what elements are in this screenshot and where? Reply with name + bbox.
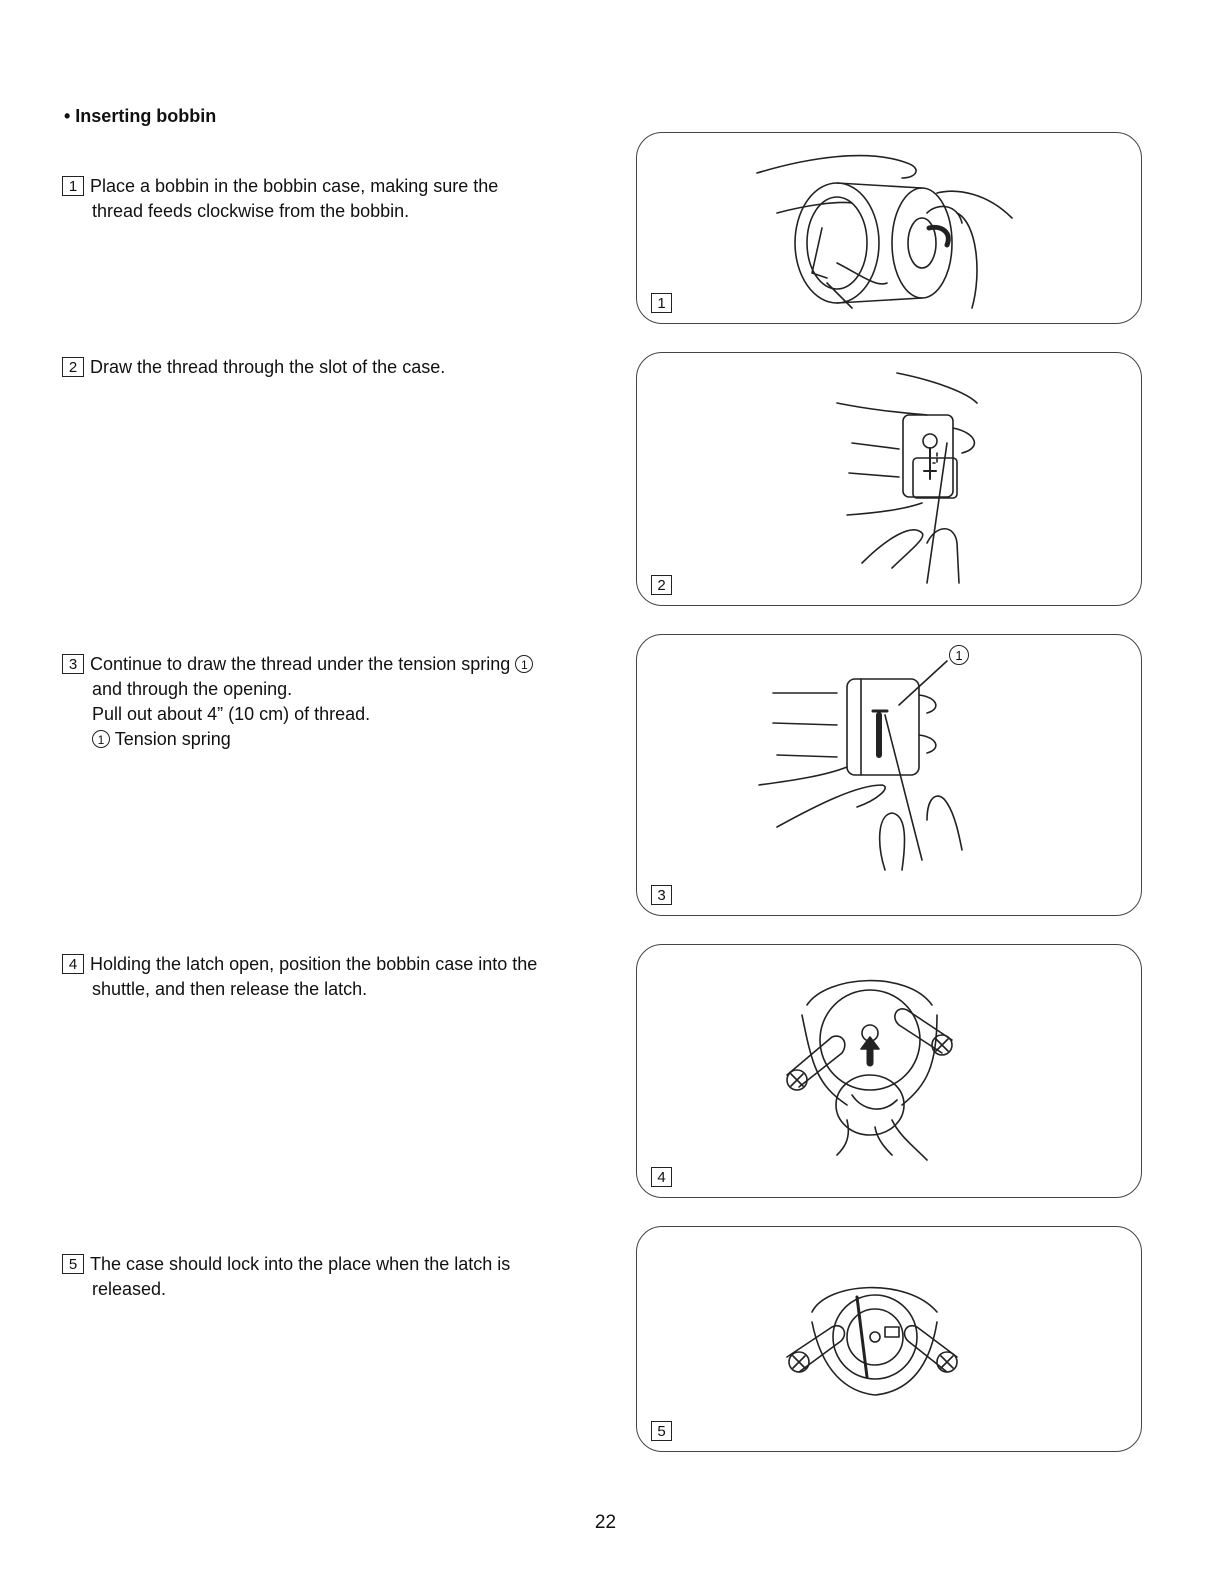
step-line: The case should lock into the place when the latch is (90, 1254, 511, 1274)
figure-number: 2 (651, 575, 672, 595)
figure-1-panel (636, 132, 1142, 324)
step-line: thread feeds clockwise from the bobbin. (92, 201, 410, 221)
case-locked-illustration (637, 1227, 1143, 1453)
figure-number: 1 (651, 293, 672, 313)
tension-spring-callout: 1 (949, 645, 969, 665)
step-line: Draw the thread through the slot of the case. (90, 357, 446, 377)
step-5-text (62, 1252, 602, 1302)
tension-spring-illustration (637, 635, 1143, 917)
step-line: Pull out about 4” (10 cm) of thread. (92, 704, 371, 724)
step-2-text (62, 355, 602, 380)
step-line: and through the opening. (92, 679, 293, 699)
step-4-text (62, 952, 602, 1002)
step-line: released. (92, 1279, 167, 1299)
figure-3-panel (636, 634, 1142, 916)
figure-number: 3 (651, 885, 672, 905)
bobbin-case-illustration (637, 133, 1143, 325)
step-line: Continue to draw the thread under the tension spring (90, 654, 511, 674)
shuttle-insert-illustration (637, 945, 1143, 1199)
step-1-text (62, 174, 602, 224)
figure-2-panel (636, 352, 1142, 606)
legend-tension-spring: Tension spring (114, 729, 231, 749)
section-heading: • Inserting bobbin (64, 106, 217, 126)
page-number: 22 (594, 1512, 617, 1533)
step-line: Place a bobbin in the bobbin case, making sure the (90, 176, 499, 196)
step-line: Holding the latch open, position the bobbin case into the (90, 954, 538, 974)
figure-number: 4 (651, 1167, 672, 1187)
step-number: 3 (62, 654, 84, 674)
step-number: 1 (62, 176, 84, 196)
thread-slot-illustration (637, 353, 1143, 607)
callout-marker: 1 (515, 655, 533, 673)
figure-number: 5 (651, 1421, 672, 1441)
step-line: shuttle, and then release the latch. (92, 979, 368, 999)
step-number: 4 (62, 954, 84, 974)
step-number: 2 (62, 357, 84, 377)
step-number: 5 (62, 1254, 84, 1274)
figure-4-panel (636, 944, 1142, 1198)
callout-marker: 1 (92, 730, 110, 748)
figure-5-panel (636, 1226, 1142, 1452)
step-3-text (62, 652, 602, 752)
